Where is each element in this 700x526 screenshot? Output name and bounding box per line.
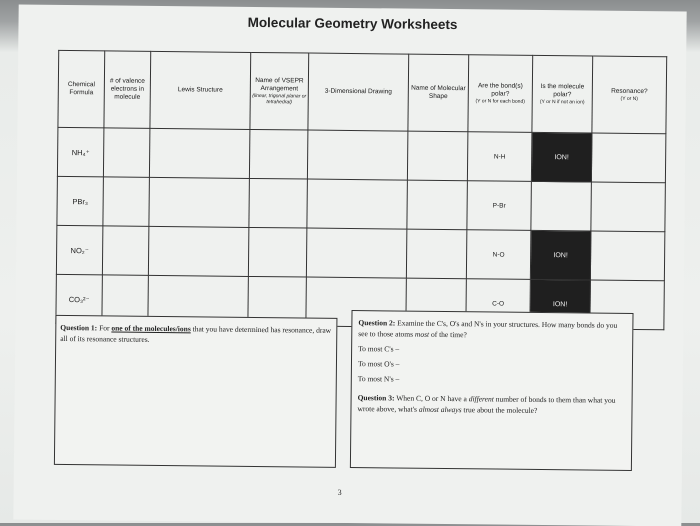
ion-cell: ION!	[530, 279, 591, 329]
header-resonance-label: Resonance?	[611, 87, 648, 96]
question-3-text-after: true about the molecule?	[461, 405, 538, 415]
drawing-cell[interactable]	[307, 130, 408, 180]
header-molecule-polar-label: Is the molecule polar?	[540, 82, 585, 99]
question-1-text-before: For	[97, 323, 112, 333]
question-2-text-before: Examine the C's, O's and N's in your structures. How many bonds do you see to those atoms	[358, 318, 618, 339]
geometry-table	[55, 50, 667, 333]
header-bonds-polar-sub: (Y or N for each bond)	[475, 98, 525, 105]
table-row	[57, 176, 665, 231]
page-title: Molecular Geometry Worksheets	[247, 14, 458, 33]
most-o-line: To most O's –	[357, 359, 400, 369]
header-bonds-polar	[468, 55, 533, 133]
question-3-label: Question 3:	[357, 393, 395, 403]
question-3-italic-2: almost always	[418, 404, 462, 415]
formula-cell: NO₂⁻	[56, 225, 103, 274]
question-3-prompt	[357, 392, 625, 417]
header-vsepr-sub: (linear, trigonal planar or tetrahedral)	[252, 92, 307, 106]
question-1-label: Question 1:	[60, 322, 98, 333]
vsepr-cell[interactable]	[248, 227, 307, 277]
molecule-polar-cell[interactable]	[531, 181, 592, 231]
header-shape: Name of Molecular Shape	[408, 54, 469, 132]
valence-cell[interactable]	[103, 177, 150, 226]
drawing-cell[interactable]	[307, 179, 408, 229]
question-2-box[interactable]	[350, 310, 634, 471]
ion-cell: ION!	[530, 230, 591, 280]
bond-cell: N-O	[466, 230, 531, 280]
resonance-cell[interactable]	[590, 231, 665, 281]
header-resonance	[592, 56, 667, 134]
page-number: 3	[337, 487, 342, 497]
lewis-cell[interactable]	[149, 128, 250, 178]
formula-cell: PBr₃	[57, 176, 104, 225]
shape-cell[interactable]	[407, 180, 468, 230]
bond-cell: C-O	[466, 279, 531, 329]
question-1-underlined: one of the molecules/ions	[111, 323, 191, 334]
header-valence: # of valence electrons in molecule	[104, 51, 151, 128]
formula-cell: NH₄⁺	[57, 127, 104, 176]
lewis-cell[interactable]	[148, 226, 249, 276]
header-resonance-sub: (Y or N)	[620, 95, 638, 103]
header-row	[58, 50, 667, 133]
question-2-text-after: of the time?	[429, 329, 467, 340]
header-lewis: Lewis Structure	[150, 51, 251, 129]
question-2-prompt	[358, 317, 626, 342]
most-c-line: To most C's –	[358, 344, 400, 354]
table-row	[56, 225, 664, 280]
header-bonds-polar-label: Are the bond(s) polar?	[477, 82, 523, 98]
question-1-text-after: that you have determined has resonance, draw all of its resonance structures.	[60, 324, 332, 344]
resonance-cell[interactable]	[591, 182, 666, 232]
shape-cell[interactable]	[407, 131, 468, 181]
question-1-box[interactable]	[54, 315, 338, 468]
question-2-label: Question 2:	[358, 318, 396, 328]
bond-cell: P-Br	[467, 181, 532, 231]
table-row	[57, 127, 665, 182]
shape-cell[interactable]	[406, 229, 467, 279]
formula-cell: CO₃²⁻	[56, 274, 103, 323]
header-vsepr	[250, 52, 309, 130]
header-vsepr-label: Name of VSEPR Arrangement	[255, 76, 304, 93]
header-molecule-polar-sub: (Y or N if not an ion)	[539, 98, 585, 106]
vsepr-cell[interactable]	[249, 129, 308, 179]
drawing-cell[interactable]	[306, 228, 407, 278]
worksheet-page	[13, 5, 686, 526]
question-3-text-before: When C, O or N have a	[394, 393, 469, 404]
valence-cell[interactable]	[102, 226, 149, 275]
header-drawing: 3-Dimensional Drawing	[308, 53, 409, 131]
question-2-italic: most	[414, 329, 430, 339]
header-molecule-polar	[532, 55, 593, 133]
valence-cell[interactable]	[103, 128, 150, 177]
question-3-italic-1: different	[468, 394, 494, 404]
lewis-cell[interactable]	[149, 177, 250, 227]
most-n-line: To most N's –	[357, 374, 400, 384]
question-3-text-mid: number of bonds to them than what you wrote above, what's	[357, 394, 616, 414]
header-formula: Chemical Formula	[58, 50, 105, 127]
vsepr-cell[interactable]	[249, 178, 308, 228]
resonance-cell[interactable]	[591, 133, 666, 183]
ion-cell: ION!	[531, 132, 592, 182]
bond-cell: N-H	[467, 132, 532, 182]
